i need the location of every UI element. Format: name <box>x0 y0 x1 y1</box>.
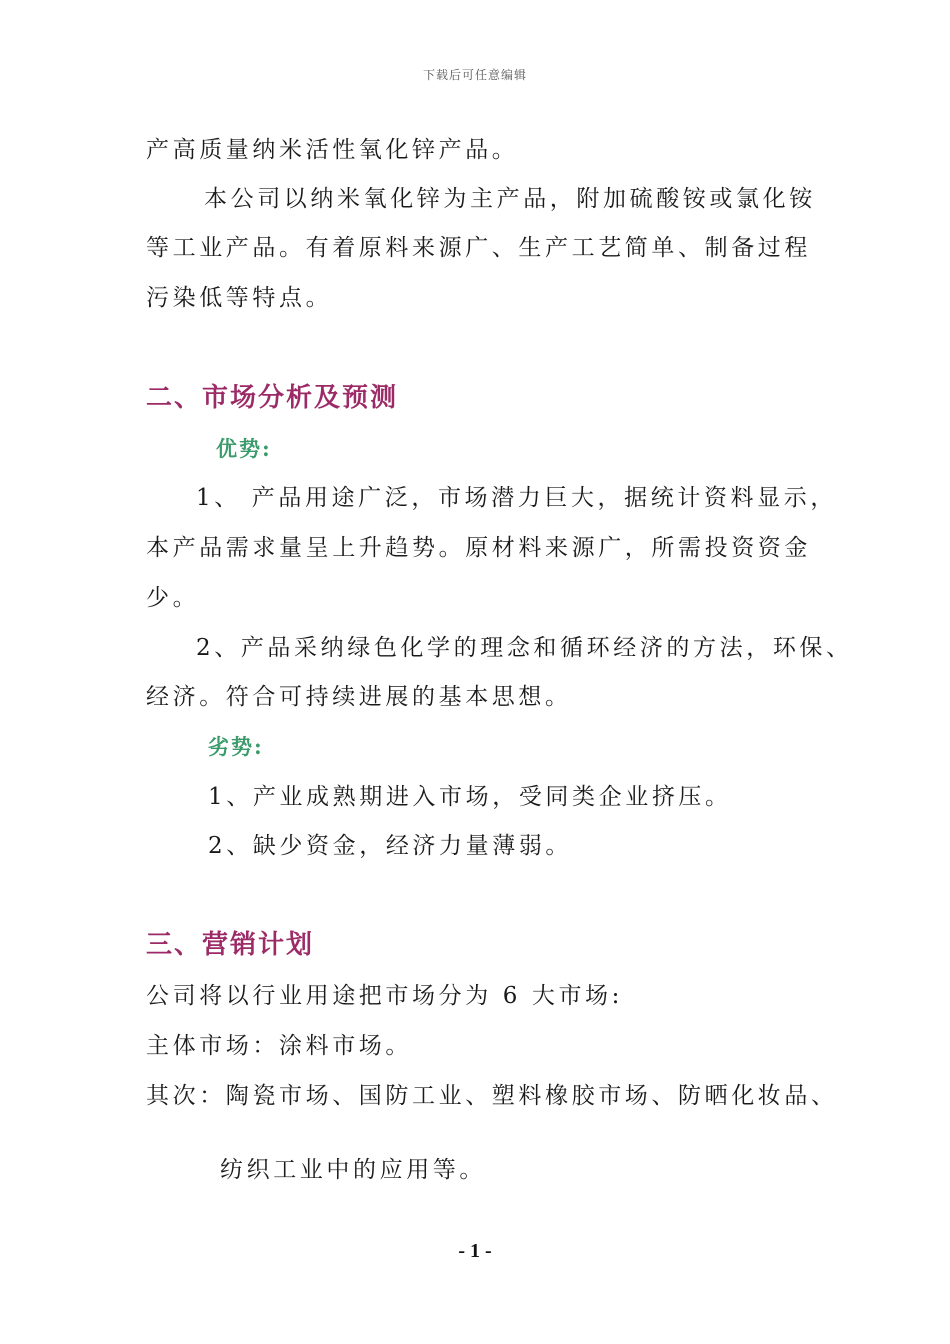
marketing-line-1: 公司将以行业用途把市场分为 6 大市场: <box>146 983 624 1009</box>
intro-line-1: 产高质量纳米活性氧化锌产品。 <box>146 137 519 163</box>
disadvantages-label: 劣势: <box>208 734 264 759</box>
marketing-line-2: 主体市场：涂料市场。 <box>146 1033 412 1059</box>
marketing-line-4: 纺织工业中的应用等。 <box>220 1157 486 1183</box>
disadvantage-2: 2、缺少资金，经济力量薄弱。 <box>208 833 573 859</box>
section-heading-marketing-plan: 三、营销计划 <box>146 930 315 960</box>
advantage-1-line-2: 本产品需求量呈上升趋势。原材料来源广，所需投资资金 <box>146 535 811 561</box>
advantage-2-line-2: 经济。符合可持续进展的基本思想。 <box>146 684 572 710</box>
advantages-label: 优势: <box>216 436 272 461</box>
advantage-2-line-1: 2、产品采纳绿色化学的理念和循环经济的方法，环保、 <box>196 635 853 661</box>
section-heading-market-analysis: 二、市场分析及预测 <box>146 383 399 413</box>
marketing-line-3: 其次：陶瓷市场、国防工业、塑料橡胶市场、防晒化妆品、 <box>146 1083 838 1109</box>
advantage-1-line-1: 1、 产品用途广泛，市场潜力巨大，据统计资料显示， <box>196 485 837 511</box>
intro-paragraph-line-2: 等工业产品。有着原料来源广、生产工艺简单、制备过程 <box>146 235 811 261</box>
disadvantage-1: 1、产业成熟期进入市场，受同类企业挤压。 <box>208 784 732 810</box>
intro-paragraph-line-1: 本公司以纳米氧化锌为主产品，附加硫酸铵或氯化铵 <box>204 186 816 212</box>
header-note: 下载后可任意编辑 <box>422 68 527 82</box>
intro-paragraph-line-3: 污染低等特点。 <box>146 285 333 311</box>
page-number: - 1 - <box>458 1240 492 1262</box>
advantage-1-line-3: 少。 <box>146 585 200 611</box>
